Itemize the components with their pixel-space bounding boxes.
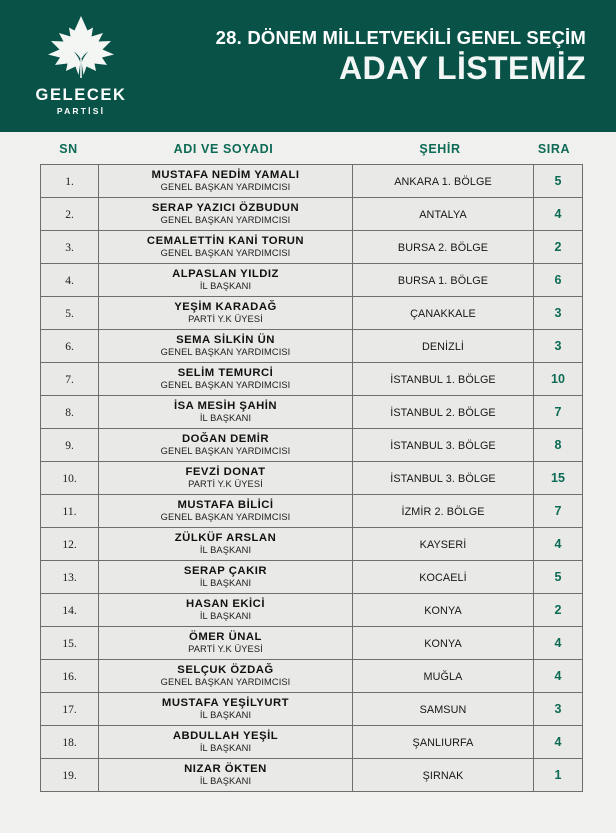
- cell-order: [534, 231, 583, 264]
- cell-candidate-name: [99, 759, 353, 792]
- cell-candidate-name: [99, 165, 353, 198]
- candidate-role: GENEL BAŞKAN YARDIMCISI: [160, 512, 291, 523]
- cell-order: [534, 495, 583, 528]
- order-value: 4: [554, 207, 562, 221]
- cell-candidate-name: [99, 693, 353, 726]
- cell-order: [534, 462, 583, 495]
- city-value: BURSA 2. BÖLGE: [397, 242, 489, 254]
- table-row: [41, 264, 583, 297]
- cell-order: [534, 330, 583, 363]
- city-value: KAYSERİ: [419, 539, 467, 551]
- maple-leaf-icon: [45, 14, 117, 85]
- cell-sn: [41, 528, 99, 561]
- cell-sn: [41, 759, 99, 792]
- column-header-name: ADI VE SOYADI: [173, 142, 274, 156]
- order-value: 1: [554, 768, 562, 782]
- cell-candidate-name: [99, 462, 353, 495]
- cell-city: [353, 759, 534, 792]
- table-row: [41, 297, 583, 330]
- cell-city: [353, 264, 534, 297]
- cell-sn: [41, 594, 99, 627]
- cell-sn: [41, 627, 99, 660]
- sn-value: 17.: [62, 704, 77, 716]
- cell-order: [534, 396, 583, 429]
- table-row: [41, 198, 583, 231]
- table-body: [41, 165, 583, 792]
- sn-value: 4.: [65, 275, 74, 287]
- candidate-role: GENEL BAŞKAN YARDIMCISI: [160, 248, 291, 259]
- cell-city: [353, 231, 534, 264]
- order-value: 4: [554, 735, 562, 749]
- cell-city: [353, 561, 534, 594]
- order-value: 3: [554, 702, 562, 716]
- cell-order: [534, 726, 583, 759]
- candidate-role: İL BAŞKANI: [199, 545, 252, 556]
- column-header-city: ŞEHİR: [419, 142, 461, 156]
- city-value: İSTANBUL 2. BÖLGE: [390, 407, 496, 419]
- order-value: 4: [554, 669, 562, 683]
- candidate-name: SERAP YAZICI ÖZBUDUN: [151, 202, 300, 215]
- candidate-role: İL BAŞKANI: [199, 776, 252, 787]
- table-row: [41, 396, 583, 429]
- city-value: BURSA 1. BÖLGE: [397, 275, 489, 287]
- city-value: İSTANBUL 3. BÖLGE: [390, 473, 496, 485]
- sn-value: 19.: [62, 770, 77, 782]
- cell-order: [534, 429, 583, 462]
- header-subtitle: 28. DÖNEM MİLLETVEKİLİ GENEL SEÇİM: [215, 27, 586, 48]
- table-row: [41, 561, 583, 594]
- cell-candidate-name: [99, 297, 353, 330]
- order-value: 8: [554, 438, 562, 452]
- cell-sn: [41, 693, 99, 726]
- order-value: 5: [554, 570, 562, 584]
- cell-candidate-name: [99, 561, 353, 594]
- city-value: DENİZLİ: [421, 341, 465, 353]
- cell-order: [534, 363, 583, 396]
- cell-order: [534, 594, 583, 627]
- cell-candidate-name: [99, 330, 353, 363]
- sn-value: 9.: [65, 440, 74, 452]
- cell-sn: [41, 462, 99, 495]
- sn-value: 15.: [62, 638, 77, 650]
- table-row: [41, 462, 583, 495]
- cell-sn: [41, 297, 99, 330]
- table-row: [41, 495, 583, 528]
- cell-city: [353, 627, 534, 660]
- order-value: 7: [554, 405, 562, 419]
- cell-city: [353, 462, 534, 495]
- city-value: ŞANLIURFA: [412, 737, 474, 749]
- cell-sn: [41, 726, 99, 759]
- table-row: [41, 726, 583, 759]
- candidate-name: ALPASLAN YILDIZ: [172, 268, 279, 281]
- candidate-name: İSA MESİH ŞAHİN: [173, 400, 278, 413]
- sn-value: 12.: [62, 539, 77, 551]
- city-value: KOCAELİ: [419, 572, 467, 584]
- cell-sn: [41, 363, 99, 396]
- cell-order: [534, 165, 583, 198]
- candidate-role: GENEL BAŞKAN YARDIMCISI: [160, 446, 291, 457]
- cell-city: [353, 396, 534, 429]
- table-row: [41, 660, 583, 693]
- table-row: [41, 363, 583, 396]
- cell-candidate-name: [99, 528, 353, 561]
- party-name: GELECEK: [35, 86, 127, 104]
- order-value: 6: [554, 273, 562, 287]
- cell-order: [534, 759, 583, 792]
- candidate-role: PARTİ Y.K ÜYESİ: [188, 479, 263, 490]
- city-value: MUĞLA: [423, 671, 463, 683]
- cell-candidate-name: [99, 429, 353, 462]
- cell-candidate-name: [99, 594, 353, 627]
- table-row: [41, 594, 583, 627]
- cell-order: [534, 198, 583, 231]
- table-row: [41, 693, 583, 726]
- candidate-name: ÖMER ÜNAL: [189, 631, 262, 644]
- sn-value: 8.: [65, 407, 74, 419]
- city-value: ANTALYA: [419, 209, 467, 221]
- order-value: 7: [554, 504, 562, 518]
- cell-city: [353, 198, 534, 231]
- cell-candidate-name: [99, 198, 353, 231]
- cell-order: [534, 627, 583, 660]
- city-value: İSTANBUL 3. BÖLGE: [390, 440, 496, 452]
- cell-candidate-name: [99, 660, 353, 693]
- table-row: [41, 165, 583, 198]
- candidate-name: ABDULLAH YEŞİL: [172, 730, 279, 743]
- cell-city: [353, 330, 534, 363]
- candidate-name: YEŞİM KARADAĞ: [174, 301, 277, 314]
- order-value: 4: [554, 537, 562, 551]
- candidate-name: SERAP ÇAKIR: [183, 565, 268, 578]
- sn-value: 13.: [62, 572, 77, 584]
- city-value: ANKARA 1. BÖLGE: [394, 176, 492, 188]
- cell-sn: [41, 231, 99, 264]
- page-title: ADAY LİSTEMİZ: [338, 50, 586, 87]
- city-value: ŞIRNAK: [422, 770, 464, 782]
- sn-value: 18.: [62, 737, 77, 749]
- candidate-name: CEMALETTİN KANİ TORUN: [146, 235, 305, 248]
- cell-order: [534, 264, 583, 297]
- cell-city: [353, 660, 534, 693]
- cell-sn: [41, 330, 99, 363]
- candidate-role: GENEL BAŞKAN YARDIMCISI: [160, 215, 291, 226]
- sn-value: 2.: [65, 209, 74, 221]
- table-column-headers: [0, 132, 616, 164]
- cell-candidate-name: [99, 231, 353, 264]
- order-value: 3: [554, 306, 562, 320]
- city-value: İSTANBUL 1. BÖLGE: [390, 374, 496, 386]
- cell-sn: [41, 198, 99, 231]
- table-row: [41, 528, 583, 561]
- sn-value: 7.: [65, 374, 74, 386]
- cell-candidate-name: [99, 264, 353, 297]
- cell-order: [534, 297, 583, 330]
- order-value: 3: [554, 339, 562, 353]
- cell-city: [353, 693, 534, 726]
- table-row: [41, 330, 583, 363]
- cell-sn: [41, 396, 99, 429]
- candidate-name: MUSTAFA BİLİCİ: [177, 499, 274, 512]
- header-title-group: [216, 28, 586, 87]
- city-value: SAMSUN: [419, 704, 467, 716]
- candidate-role: GENEL BAŞKAN YARDIMCISI: [160, 380, 291, 391]
- cell-sn: [41, 660, 99, 693]
- cell-city: [353, 594, 534, 627]
- candidate-name: FEVZİ DONAT: [185, 466, 266, 479]
- order-value: 2: [554, 240, 562, 254]
- sn-value: 5.: [65, 308, 74, 320]
- party-logo: [26, 14, 136, 115]
- sn-value: 14.: [62, 605, 77, 617]
- candidate-role: İL BAŞKANI: [199, 743, 252, 754]
- cell-candidate-name: [99, 726, 353, 759]
- city-value: ÇANAKKALE: [410, 308, 476, 320]
- column-header-sn: SN: [59, 142, 78, 156]
- order-value: 4: [554, 636, 562, 650]
- candidate-list-table: [40, 164, 583, 792]
- cell-city: [353, 429, 534, 462]
- candidate-role: GENEL BAŞKAN YARDIMCISI: [160, 182, 291, 193]
- sn-value: 10.: [62, 473, 77, 485]
- cell-order: [534, 660, 583, 693]
- page-header: [0, 0, 616, 132]
- candidate-name: NIZAR ÖKTEN: [184, 763, 267, 776]
- cell-candidate-name: [99, 627, 353, 660]
- order-value: 10: [551, 372, 565, 386]
- city-value: İZMİR 2. BÖLGE: [401, 506, 485, 518]
- table-row: [41, 231, 583, 264]
- cell-city: [353, 363, 534, 396]
- cell-order: [534, 561, 583, 594]
- city-value: KONYA: [424, 638, 462, 650]
- candidate-role: GENEL BAŞKAN YARDIMCISI: [160, 347, 291, 358]
- candidate-role: İL BAŞKANI: [199, 413, 252, 424]
- party-subname: PARTİSİ: [56, 105, 106, 116]
- cell-sn: [41, 561, 99, 594]
- sn-value: 6.: [65, 341, 74, 353]
- cell-city: [353, 528, 534, 561]
- candidate-role: PARTİ Y.K ÜYESİ: [188, 314, 263, 325]
- cell-order: [534, 528, 583, 561]
- order-value: 5: [554, 174, 562, 188]
- candidate-name: MUSTAFA NEDİM YAMALI: [151, 169, 300, 182]
- candidate-name: MUSTAFA YEŞİLYURT: [161, 697, 290, 710]
- cell-candidate-name: [99, 396, 353, 429]
- cell-city: [353, 495, 534, 528]
- table-row: [41, 627, 583, 660]
- cell-order: [534, 693, 583, 726]
- sn-value: 1.: [65, 176, 74, 188]
- cell-city: [353, 297, 534, 330]
- candidate-name: SELİM TEMURCİ: [177, 367, 274, 380]
- table-row: [41, 759, 583, 792]
- city-value: KONYA: [424, 605, 462, 617]
- order-value: 15: [551, 471, 565, 485]
- cell-sn: [41, 495, 99, 528]
- cell-city: [353, 726, 534, 759]
- candidate-name: ZÜLKÜF ARSLAN: [174, 532, 277, 545]
- candidate-role: İL BAŞKANI: [199, 710, 252, 721]
- cell-candidate-name: [99, 495, 353, 528]
- candidate-role: GENEL BAŞKAN YARDIMCISI: [160, 677, 291, 688]
- candidate-name: SELÇUK ÖZDAĞ: [177, 664, 274, 677]
- candidate-role: İL BAŞKANI: [199, 578, 252, 589]
- candidate-name: DOĞAN DEMİR: [181, 433, 270, 446]
- sn-value: 11.: [62, 506, 77, 518]
- sn-value: 16.: [62, 671, 77, 683]
- candidate-name: SEMA SİLKİN ÜN: [176, 334, 275, 347]
- candidate-role: İL BAŞKANI: [199, 611, 252, 622]
- order-value: 2: [554, 603, 562, 617]
- candidate-role: İL BAŞKANI: [199, 281, 252, 292]
- column-header-order: SIRA: [537, 142, 571, 156]
- cell-candidate-name: [99, 363, 353, 396]
- cell-city: [353, 165, 534, 198]
- sn-value: 3.: [65, 242, 74, 254]
- cell-sn: [41, 264, 99, 297]
- cell-sn: [41, 429, 99, 462]
- candidate-name: HASAN EKİCİ: [186, 598, 265, 611]
- table-row: [41, 429, 583, 462]
- candidate-role: PARTİ Y.K ÜYESİ: [188, 644, 263, 655]
- cell-sn: [41, 165, 99, 198]
